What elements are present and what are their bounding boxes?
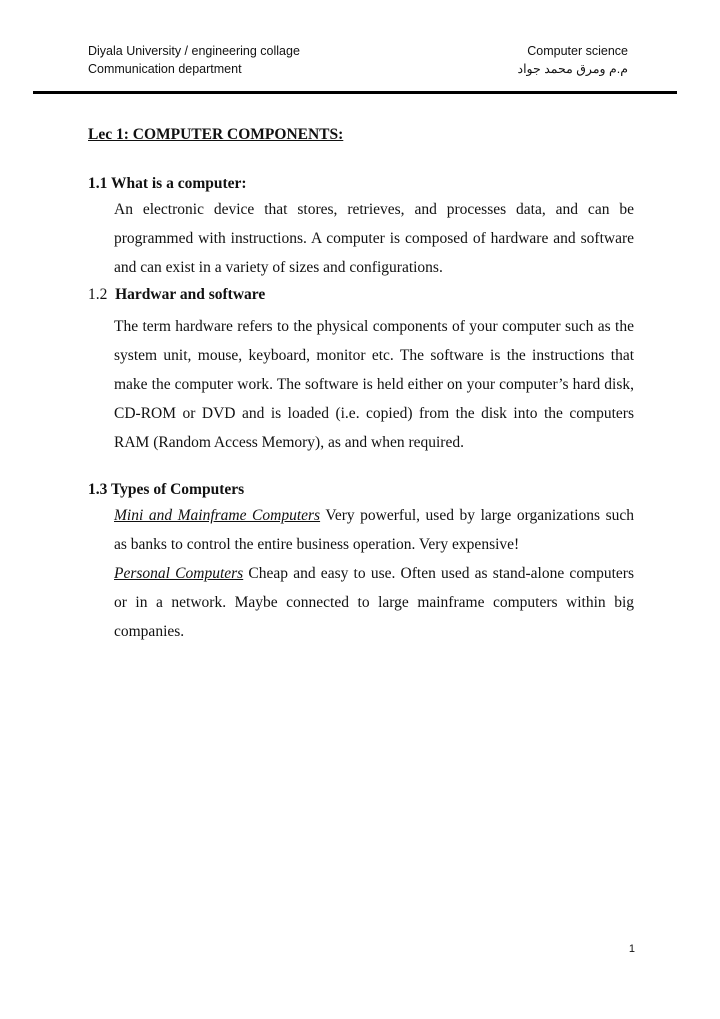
computer-type-mainframe bbox=[114, 501, 634, 559]
header-divider bbox=[33, 91, 677, 94]
term-mainframe: Mini and Mainframe Computers bbox=[114, 507, 321, 524]
spacer bbox=[88, 457, 634, 479]
section-heading-1-1: 1.1 What is a computer: bbox=[88, 175, 247, 192]
subject-line: Computer science bbox=[527, 44, 628, 58]
term-personal: Personal Computers bbox=[114, 565, 244, 582]
section-heading-1-3: 1.3 Types of Computers bbox=[88, 481, 245, 498]
header-left bbox=[88, 42, 300, 78]
section-title-1-2: Hardwar and software bbox=[115, 286, 266, 303]
lecture-title: Lec 1: COMPUTER COMPONENTS: bbox=[88, 126, 344, 143]
section-heading-1-2 bbox=[88, 284, 634, 306]
section-text-1-1: An electronic device that stores, retrieves, and processes data, and can be programmed with instructions. A computer is composed of hardware and software and can exist in a variety of sizes and configurations. bbox=[114, 201, 634, 276]
instructor-line: م.م ومرق محمد جواد bbox=[517, 62, 628, 76]
section-number-1-2: 1.2 bbox=[88, 286, 108, 303]
desc-mainframe: Very powerful, used by large organizations such as banks to control the entire business operation. Very expensive! bbox=[114, 507, 635, 553]
desc-personal: Cheap and easy to use. Often used as stand-alone computers or in a network. Maybe connected to large mainframe computers within big companies. bbox=[114, 565, 635, 640]
page-number: 1 bbox=[628, 943, 635, 955]
document-body bbox=[88, 124, 634, 646]
department-line: Communication department bbox=[88, 62, 242, 76]
section-text-1-2: The term hardware refers to the physical components of your computer such as the system unit, mouse, keyboard, monitor etc. The software is the instructions that make the computer work. The software is held either on your computer’s hard disk, CD-ROM or DVD and is loaded (i.e. copied) from the disk into the computers RAM (Random Access Memory), as and when required. bbox=[114, 318, 634, 451]
university-line: Diyala University / engineering collage bbox=[88, 44, 300, 58]
computer-type-personal bbox=[114, 559, 634, 646]
header-right bbox=[518, 42, 628, 78]
